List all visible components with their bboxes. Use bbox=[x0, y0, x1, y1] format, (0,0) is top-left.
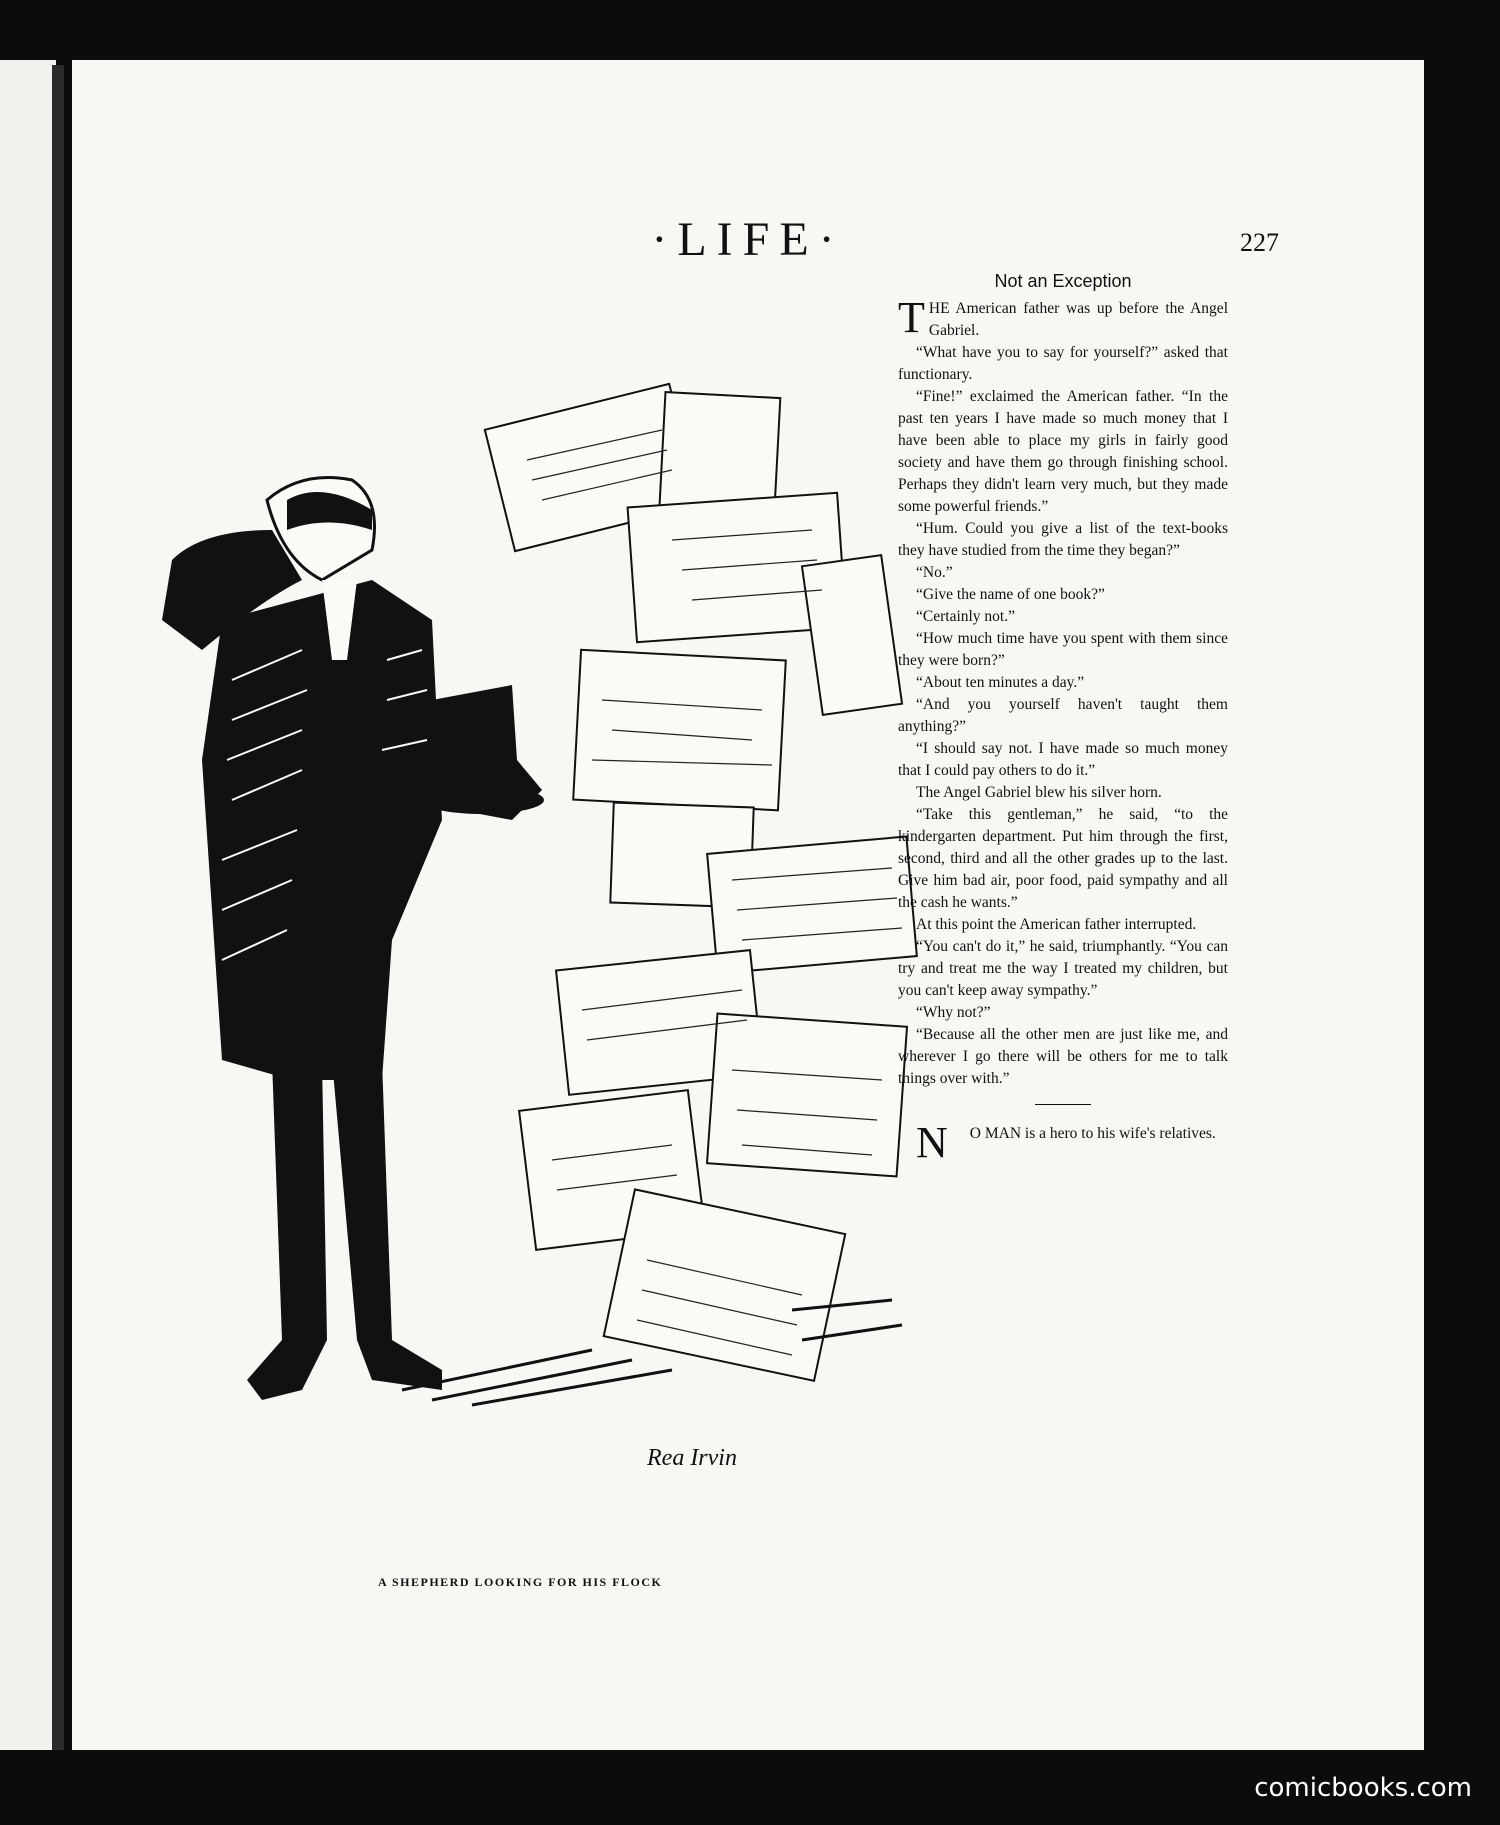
article-title: Not an Exception bbox=[994, 271, 1132, 291]
article-paragraph: “Because all the other men are just like me, and wherever I go there will be others for me to talk things over with.” bbox=[898, 1026, 1228, 1087]
article-paragraph: “How much time have you spent with them since they were born?” bbox=[898, 630, 1228, 669]
magazine-page bbox=[72, 60, 1424, 1750]
postcard-balcony bbox=[604, 1189, 845, 1380]
left-page-margin bbox=[0, 60, 56, 1750]
section-divider bbox=[1035, 1104, 1091, 1105]
article-column bbox=[898, 270, 1228, 1167]
article-paragraph: “I should say not. I have made so much money that I could pay others to do it.” bbox=[898, 740, 1228, 779]
article-paragraph: “What have you to say for yourself?” asked that functionary. bbox=[898, 344, 1228, 383]
article-paragraph: “Certainly not.” bbox=[916, 608, 1015, 625]
article-paragraph: “You can't do it,” he said, triumphantly. “You can try and treat me the way I treated my children, but you can't keep away sympathy.” bbox=[898, 938, 1228, 999]
watermark: comicbooks.com bbox=[1254, 1773, 1472, 1803]
postcard-tennis bbox=[802, 555, 902, 715]
article-paragraph: “And you yourself haven't taught them anything?” bbox=[898, 696, 1228, 735]
artist-signature: Rea Irvin bbox=[647, 1445, 737, 1471]
article-paragraph: “About ten minutes a day.” bbox=[916, 674, 1085, 691]
filler-note: N O MAN is a hero to his wife's relatives. bbox=[898, 1123, 1228, 1145]
illustration-caption: A SHEPHERD LOOKING FOR HIS FLOCK bbox=[378, 1575, 663, 1589]
article-paragraph: “Give the name of one book?” bbox=[916, 586, 1105, 603]
article-paragraph: “Fine!” exclaimed the American father. “In the past ten years I have made so much money that I have been able to place my girls in fairly good society and have them go through finishing school. Perhaps they didn't learn very much, but they made some powerful friends.” bbox=[898, 388, 1228, 515]
drop-cap: T bbox=[898, 293, 925, 342]
article-paragraph: “Take this gentleman,” he said, “to the kindergarten department. Put him through the first, second, third and all the other grades up to the last. Give him bad air, poor food, paid sympathy and all the cash he wants.” bbox=[898, 806, 1228, 911]
article-paragraph: “Why not?” bbox=[916, 1004, 991, 1021]
postcard-cathedral bbox=[707, 1014, 907, 1177]
shepherd-illustration bbox=[72, 60, 972, 1660]
article-paragraph: At this point the American father interrupted. bbox=[916, 916, 1197, 933]
article-paragraph: The Angel Gabriel blew his silver horn. bbox=[916, 784, 1162, 801]
page-number: 227 bbox=[1240, 228, 1279, 257]
article-paragraph: “No.” bbox=[916, 564, 953, 581]
article-paragraph: THE American father was up before the Angel Gabriel. bbox=[898, 293, 1228, 342]
article-paragraph: “Hum. Could you give a list of the text-books they have studied from the time they began?” bbox=[898, 520, 1228, 559]
man-figure bbox=[162, 478, 544, 1401]
magazine-header: ·LIFE· bbox=[651, 213, 845, 266]
page-gutter bbox=[52, 65, 64, 1750]
postcard-gondola bbox=[573, 650, 786, 811]
drop-cap: N bbox=[916, 1118, 948, 1167]
